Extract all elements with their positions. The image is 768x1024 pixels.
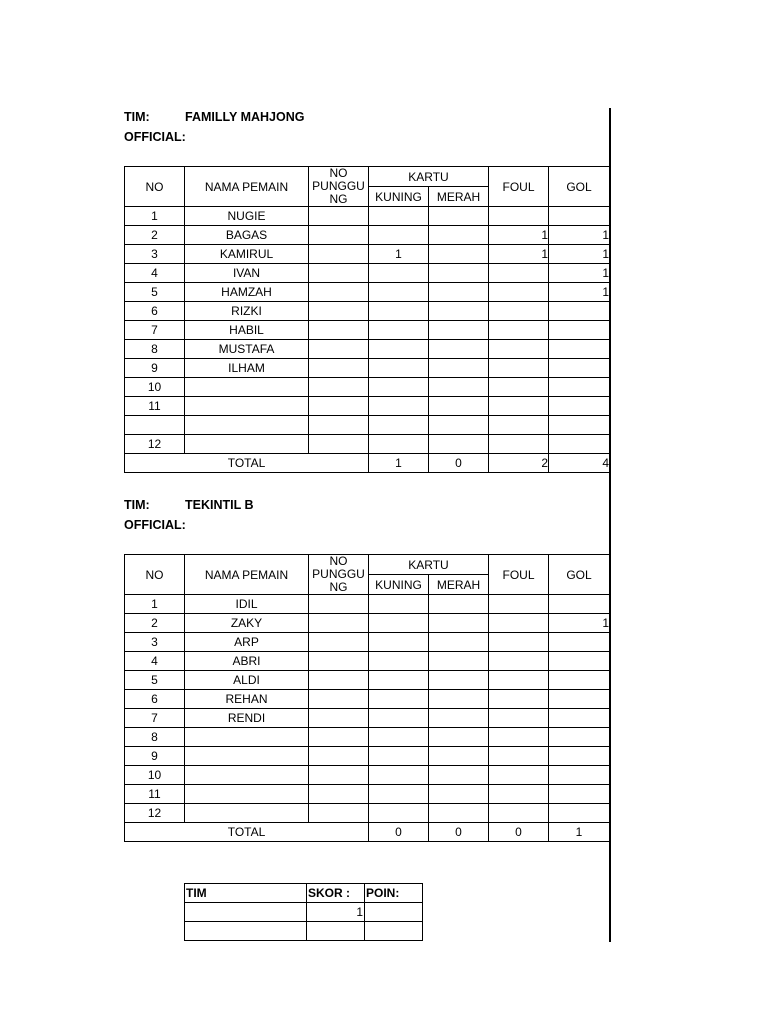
col-header-kuning: KUNING xyxy=(369,575,429,595)
player-red-card-cell[interactable] xyxy=(429,766,489,785)
summary-header-skor: SKOR : xyxy=(307,884,365,903)
player-red-card-cell[interactable] xyxy=(429,245,489,264)
player-no-cell[interactable]: 12 xyxy=(125,435,185,454)
player-foul-cell[interactable] xyxy=(489,397,549,416)
player-row xyxy=(125,614,610,633)
player-jersey-cell[interactable] xyxy=(309,226,369,245)
player-name-cell[interactable]: RIZKI xyxy=(185,302,309,321)
player-name-cell[interactable] xyxy=(185,747,309,766)
player-foul-cell[interactable] xyxy=(489,804,549,823)
summary-table-body xyxy=(185,884,423,941)
player-red-card-cell[interactable] xyxy=(429,804,489,823)
player-goal-cell[interactable] xyxy=(549,690,610,709)
col-header-foul: FOUL xyxy=(489,555,549,595)
player-jersey-cell[interactable] xyxy=(309,397,369,416)
col-header-no-punggung: NO PUNGGU NG xyxy=(309,555,369,595)
player-goal-cell[interactable] xyxy=(549,633,610,652)
player-row xyxy=(125,785,610,804)
player-row xyxy=(125,595,610,614)
player-yellow-card-cell[interactable] xyxy=(369,397,429,416)
player-foul-cell[interactable] xyxy=(489,747,549,766)
player-foul-cell[interactable] xyxy=(489,728,549,747)
player-no-cell[interactable]: 12 xyxy=(125,804,185,823)
player-row xyxy=(125,671,610,690)
team2-player-table xyxy=(124,554,610,842)
team1-tim-label: TIM: xyxy=(124,110,150,124)
player-yellow-card-cell[interactable] xyxy=(369,671,429,690)
player-yellow-card-cell[interactable] xyxy=(369,804,429,823)
player-name-cell[interactable] xyxy=(185,397,309,416)
team1-player-table xyxy=(124,166,610,473)
player-goal-cell[interactable] xyxy=(549,804,610,823)
player-goal-cell[interactable] xyxy=(549,671,610,690)
player-name-cell[interactable] xyxy=(185,416,309,435)
player-no-cell[interactable]: 10 xyxy=(125,378,185,397)
player-row xyxy=(125,264,610,283)
player-jersey-cell[interactable] xyxy=(309,690,369,709)
col-header-nama: NAMA PEMAIN xyxy=(185,167,309,207)
player-no-cell[interactable] xyxy=(125,416,185,435)
team2-official-label: OFFICIAL: xyxy=(124,518,186,532)
player-no-cell[interactable]: 9 xyxy=(125,359,185,378)
player-name-cell[interactable] xyxy=(185,435,309,454)
player-red-card-cell[interactable] xyxy=(429,785,489,804)
player-no-cell[interactable]: 1 xyxy=(125,595,185,614)
player-name-cell[interactable]: NUGIE xyxy=(185,207,309,226)
player-jersey-cell[interactable] xyxy=(309,340,369,359)
col-header-kartu: KARTU xyxy=(369,555,489,575)
player-no-cell[interactable]: 4 xyxy=(125,264,185,283)
player-name-cell[interactable]: HABIL xyxy=(185,321,309,340)
summary-points-cell[interactable] xyxy=(365,903,423,922)
player-foul-cell[interactable] xyxy=(489,340,549,359)
player-name-cell[interactable]: BAGAS xyxy=(185,226,309,245)
col-header-merah: MERAH xyxy=(429,187,489,207)
player-name-cell[interactable] xyxy=(185,785,309,804)
player-no-cell[interactable]: 3 xyxy=(125,633,185,652)
summary-header-tim: TIM xyxy=(185,884,307,903)
player-row xyxy=(125,397,610,416)
team2-tim-name: TEKINTIL B xyxy=(185,498,254,512)
player-foul-cell[interactable]: 1 xyxy=(489,226,549,245)
player-goal-cell[interactable] xyxy=(549,340,610,359)
player-yellow-card-cell[interactable] xyxy=(369,207,429,226)
player-foul-cell[interactable] xyxy=(489,359,549,378)
player-name-cell[interactable] xyxy=(185,728,309,747)
player-yellow-card-cell[interactable] xyxy=(369,226,429,245)
total-label: TOTAL xyxy=(125,823,369,842)
player-red-card-cell[interactable] xyxy=(429,671,489,690)
player-goal-cell[interactable] xyxy=(549,359,610,378)
player-jersey-cell[interactable] xyxy=(309,709,369,728)
summary-team-cell[interactable] xyxy=(185,903,307,922)
player-row xyxy=(125,378,610,397)
player-goal-cell[interactable]: 1 xyxy=(549,614,610,633)
player-foul-cell[interactable] xyxy=(489,378,549,397)
player-yellow-card-cell[interactable] xyxy=(369,283,429,302)
player-row xyxy=(125,766,610,785)
player-jersey-cell[interactable] xyxy=(309,264,369,283)
player-jersey-cell[interactable] xyxy=(309,283,369,302)
total-fouls: 0 xyxy=(489,823,549,842)
total-row xyxy=(125,454,610,473)
player-yellow-card-cell[interactable] xyxy=(369,302,429,321)
player-foul-cell[interactable] xyxy=(489,595,549,614)
player-no-cell[interactable]: 2 xyxy=(125,614,185,633)
player-name-cell[interactable] xyxy=(185,378,309,397)
player-goal-cell[interactable] xyxy=(549,435,610,454)
total-yellow-cards: 0 xyxy=(369,823,429,842)
team2-tim-label: TIM: xyxy=(124,498,150,512)
player-foul-cell[interactable] xyxy=(489,321,549,340)
player-yellow-card-cell[interactable] xyxy=(369,652,429,671)
player-foul-cell[interactable] xyxy=(489,671,549,690)
player-red-card-cell[interactable] xyxy=(429,652,489,671)
player-no-cell[interactable]: 8 xyxy=(125,340,185,359)
player-row xyxy=(125,747,610,766)
player-goal-cell[interactable] xyxy=(549,766,610,785)
player-jersey-cell[interactable] xyxy=(309,766,369,785)
player-foul-cell[interactable] xyxy=(489,633,549,652)
player-goal-cell[interactable] xyxy=(549,416,610,435)
player-red-card-cell[interactable] xyxy=(429,728,489,747)
player-goal-cell[interactable]: 1 xyxy=(549,264,610,283)
player-row xyxy=(125,283,610,302)
player-name-cell[interactable]: IVAN xyxy=(185,264,309,283)
player-red-card-cell[interactable] xyxy=(429,226,489,245)
summary-table xyxy=(184,883,423,941)
total-red-cards: 0 xyxy=(429,823,489,842)
col-header-no-punggung: NO PUNGGU NG xyxy=(309,167,369,207)
player-name-cell[interactable]: HAMZAH xyxy=(185,283,309,302)
summary-points-cell[interactable] xyxy=(365,922,423,941)
col-header-kartu: KARTU xyxy=(369,167,489,187)
player-yellow-card-cell[interactable] xyxy=(369,378,429,397)
player-jersey-cell[interactable] xyxy=(309,785,369,804)
player-yellow-card-cell[interactable] xyxy=(369,614,429,633)
total-red-cards: 0 xyxy=(429,454,489,473)
player-no-cell[interactable]: 3 xyxy=(125,245,185,264)
player-yellow-card-cell[interactable] xyxy=(369,264,429,283)
player-jersey-cell[interactable] xyxy=(309,245,369,264)
team1-official-label: OFFICIAL: xyxy=(124,130,186,144)
player-jersey-cell[interactable] xyxy=(309,633,369,652)
player-yellow-card-cell[interactable]: 1 xyxy=(369,245,429,264)
player-no-cell[interactable]: 10 xyxy=(125,766,185,785)
player-no-cell[interactable]: 4 xyxy=(125,652,185,671)
col-header-no: NO xyxy=(125,555,185,595)
player-row xyxy=(125,709,610,728)
player-jersey-cell[interactable] xyxy=(309,416,369,435)
player-red-card-cell[interactable] xyxy=(429,378,489,397)
player-red-card-cell[interactable] xyxy=(429,207,489,226)
player-no-cell[interactable]: 2 xyxy=(125,226,185,245)
player-row xyxy=(125,728,610,747)
player-yellow-card-cell[interactable] xyxy=(369,416,429,435)
player-no-cell[interactable]: 6 xyxy=(125,302,185,321)
player-red-card-cell[interactable] xyxy=(429,435,489,454)
player-red-card-cell[interactable] xyxy=(429,614,489,633)
team1-table-body xyxy=(125,167,610,473)
player-goal-cell[interactable] xyxy=(549,652,610,671)
player-goal-cell[interactable] xyxy=(549,747,610,766)
player-row xyxy=(125,207,610,226)
player-red-card-cell[interactable] xyxy=(429,397,489,416)
player-red-card-cell[interactable] xyxy=(429,359,489,378)
player-yellow-card-cell[interactable] xyxy=(369,359,429,378)
player-no-cell[interactable]: 6 xyxy=(125,690,185,709)
player-foul-cell[interactable] xyxy=(489,709,549,728)
player-red-card-cell[interactable] xyxy=(429,709,489,728)
player-name-cell[interactable] xyxy=(185,766,309,785)
player-goal-cell[interactable] xyxy=(549,397,610,416)
summary-score-cell[interactable] xyxy=(307,922,365,941)
player-jersey-cell[interactable] xyxy=(309,321,369,340)
total-yellow-cards: 1 xyxy=(369,454,429,473)
player-row xyxy=(125,416,610,435)
player-jersey-cell[interactable] xyxy=(309,804,369,823)
player-goal-cell[interactable] xyxy=(549,302,610,321)
player-no-cell[interactable]: 9 xyxy=(125,747,185,766)
player-yellow-card-cell[interactable] xyxy=(369,728,429,747)
team1-tim-name: FAMILLY MAHJONG xyxy=(185,110,305,124)
team1-header-row xyxy=(125,167,610,187)
team2-header-row xyxy=(125,555,610,575)
player-yellow-card-cell[interactable] xyxy=(369,340,429,359)
player-name-cell[interactable]: KAMIRUL xyxy=(185,245,309,264)
player-name-cell[interactable]: ALDI xyxy=(185,671,309,690)
player-row xyxy=(125,302,610,321)
player-goal-cell[interactable]: 1 xyxy=(549,283,610,302)
player-red-card-cell[interactable] xyxy=(429,416,489,435)
player-jersey-cell[interactable] xyxy=(309,595,369,614)
player-goal-cell[interactable]: 1 xyxy=(549,245,610,264)
player-no-cell[interactable]: 7 xyxy=(125,709,185,728)
player-no-cell[interactable]: 11 xyxy=(125,785,185,804)
player-jersey-cell[interactable] xyxy=(309,728,369,747)
player-row xyxy=(125,226,610,245)
player-goal-cell[interactable]: 1 xyxy=(549,226,610,245)
player-row xyxy=(125,340,610,359)
player-jersey-cell[interactable] xyxy=(309,302,369,321)
player-no-cell[interactable]: 7 xyxy=(125,321,185,340)
total-label: TOTAL xyxy=(125,454,369,473)
player-no-cell[interactable]: 11 xyxy=(125,397,185,416)
player-no-cell[interactable]: 5 xyxy=(125,671,185,690)
player-yellow-card-cell[interactable] xyxy=(369,435,429,454)
player-name-cell[interactable] xyxy=(185,804,309,823)
player-row xyxy=(125,652,610,671)
player-foul-cell[interactable] xyxy=(489,435,549,454)
player-jersey-cell[interactable] xyxy=(309,435,369,454)
player-goal-cell[interactable] xyxy=(549,321,610,340)
player-name-cell[interactable]: ARP xyxy=(185,633,309,652)
player-jersey-cell[interactable] xyxy=(309,614,369,633)
player-yellow-card-cell[interactable] xyxy=(369,709,429,728)
player-red-card-cell[interactable] xyxy=(429,690,489,709)
col-header-no: NO xyxy=(125,167,185,207)
player-foul-cell[interactable] xyxy=(489,652,549,671)
player-jersey-cell[interactable] xyxy=(309,378,369,397)
player-jersey-cell[interactable] xyxy=(309,747,369,766)
summary-header-row xyxy=(185,884,423,903)
player-yellow-card-cell[interactable] xyxy=(369,747,429,766)
player-name-cell[interactable]: ZAKY xyxy=(185,614,309,633)
player-red-card-cell[interactable] xyxy=(429,302,489,321)
player-red-card-cell[interactable] xyxy=(429,633,489,652)
summary-team-cell[interactable] xyxy=(185,922,307,941)
player-foul-cell[interactable]: 1 xyxy=(489,245,549,264)
player-red-card-cell[interactable] xyxy=(429,283,489,302)
player-name-cell[interactable]: REHAN xyxy=(185,690,309,709)
summary-row xyxy=(185,922,423,941)
col-header-kuning: KUNING xyxy=(369,187,429,207)
player-yellow-card-cell[interactable] xyxy=(369,766,429,785)
col-header-gol: GOL xyxy=(549,167,610,207)
player-jersey-cell[interactable] xyxy=(309,207,369,226)
player-goal-cell[interactable] xyxy=(549,785,610,804)
player-red-card-cell[interactable] xyxy=(429,747,489,766)
player-jersey-cell[interactable] xyxy=(309,671,369,690)
player-jersey-cell[interactable] xyxy=(309,359,369,378)
col-header-merah: MERAH xyxy=(429,575,489,595)
player-row xyxy=(125,435,610,454)
player-red-card-cell[interactable] xyxy=(429,321,489,340)
total-row xyxy=(125,823,610,842)
player-goal-cell[interactable] xyxy=(549,709,610,728)
player-name-cell[interactable]: ABRI xyxy=(185,652,309,671)
player-row xyxy=(125,245,610,264)
player-foul-cell[interactable] xyxy=(489,690,549,709)
player-goal-cell[interactable] xyxy=(549,728,610,747)
total-goals: 4 xyxy=(549,454,610,473)
player-foul-cell[interactable] xyxy=(489,785,549,804)
player-goal-cell[interactable] xyxy=(549,595,610,614)
player-name-cell[interactable]: RENDI xyxy=(185,709,309,728)
player-jersey-cell[interactable] xyxy=(309,652,369,671)
total-fouls: 2 xyxy=(489,454,549,473)
summary-row xyxy=(185,903,423,922)
player-goal-cell[interactable] xyxy=(549,207,610,226)
team2-table-body xyxy=(125,555,610,842)
player-foul-cell[interactable] xyxy=(489,614,549,633)
summary-header-poin: POIN: xyxy=(365,884,423,903)
player-row xyxy=(125,359,610,378)
player-foul-cell[interactable] xyxy=(489,766,549,785)
col-header-gol: GOL xyxy=(549,555,610,595)
player-yellow-card-cell[interactable] xyxy=(369,595,429,614)
player-yellow-card-cell[interactable] xyxy=(369,785,429,804)
player-foul-cell[interactable] xyxy=(489,264,549,283)
player-foul-cell[interactable] xyxy=(489,302,549,321)
player-yellow-card-cell[interactable] xyxy=(369,633,429,652)
player-foul-cell[interactable] xyxy=(489,416,549,435)
col-header-nama: NAMA PEMAIN xyxy=(185,555,309,595)
total-goals: 1 xyxy=(549,823,610,842)
player-yellow-card-cell[interactable] xyxy=(369,321,429,340)
player-row xyxy=(125,321,610,340)
summary-score-cell[interactable]: 1 xyxy=(307,903,365,922)
player-name-cell[interactable]: ILHAM xyxy=(185,359,309,378)
player-foul-cell[interactable] xyxy=(489,283,549,302)
player-goal-cell[interactable] xyxy=(549,378,610,397)
player-row xyxy=(125,633,610,652)
player-no-cell[interactable]: 8 xyxy=(125,728,185,747)
player-row xyxy=(125,690,610,709)
player-row xyxy=(125,804,610,823)
col-header-foul: FOUL xyxy=(489,167,549,207)
player-no-cell[interactable]: 1 xyxy=(125,207,185,226)
player-red-card-cell[interactable] xyxy=(429,264,489,283)
player-red-card-cell[interactable] xyxy=(429,595,489,614)
player-name-cell[interactable]: MUSTAFA xyxy=(185,340,309,359)
player-red-card-cell[interactable] xyxy=(429,340,489,359)
player-name-cell[interactable]: IDIL xyxy=(185,595,309,614)
player-yellow-card-cell[interactable] xyxy=(369,690,429,709)
player-no-cell[interactable]: 5 xyxy=(125,283,185,302)
player-foul-cell[interactable] xyxy=(489,207,549,226)
